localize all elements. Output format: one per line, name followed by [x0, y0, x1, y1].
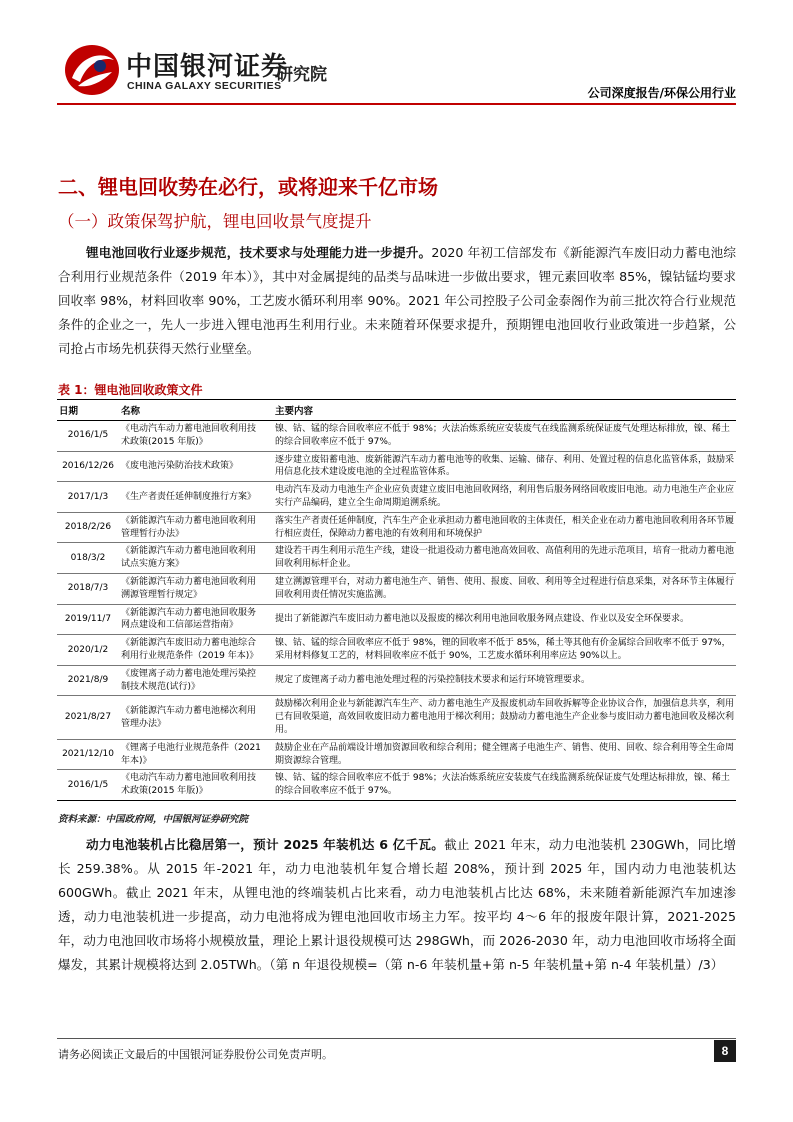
report-category: 公司深度报告/环保公用行业 [587, 86, 736, 100]
table-row [57, 770, 736, 801]
cell-date: 2021/8/27 [57, 696, 119, 739]
cell-name: 《锂离子电池行业规范条件（2021 年本)》 [119, 739, 265, 770]
cell-name: 《生产者责任延伸制度推行方案》 [119, 482, 265, 513]
cell-date: 2021/8/9 [57, 665, 119, 696]
cell-date: 2018/7/3 [57, 573, 119, 604]
cell-content: 规定了废锂离子动力蓄电池处理过程的污染控制技术要求和运行环境管理要求。 [273, 665, 736, 696]
cell-name: 《新能源汽车动力蓄电池回收利用溯源管理暂行规定》 [119, 573, 265, 604]
column-header-date: 日期 [57, 400, 119, 421]
cell-content: 鼓励梯次利用企业与新能源汽车生产、动力蓄电池生产及报废机动车回收拆解等企业协议合作，加强信息共享，利用已有回收渠道，高效回收废旧动力蓄电池用于梯次利用；鼓励动力蓄电池生产企业参与废旧动力蓄电池回收及梯次利用。 [273, 696, 736, 739]
footer-disclaimer: 请务必阅读正文最后的中国银河证券股份公司免责声明。 [58, 1048, 333, 1061]
cell-content: 鼓励企业在产品前端设计增加资源回收和综合利用；健全锂离子电池生产、销售、使用、回收、综合利用等全生命周期资源综合管理。 [273, 739, 736, 770]
paragraph-lead: 锂电池回收行业逐步规范，技术要求与处理能力进一步提升。 [86, 245, 432, 260]
table-row [57, 573, 736, 604]
subsection-heading: （一）政策保驾护航，锂电回收景气度提升 [58, 212, 372, 231]
column-header-name: 名称 [119, 400, 265, 421]
cell-name: 《电动汽车动力蓄电池回收利用技术政策(2015 年版)》 [119, 770, 265, 801]
table-row [57, 543, 736, 574]
policy-table [57, 399, 736, 801]
table-row [57, 512, 736, 543]
cell-date: 2016/1/5 [57, 770, 119, 801]
cell-content: 建设若干再生利用示范生产线，建设一批退役动力蓄电池高效回收、高值利用的先进示范项目，培育一批动力蓄电池回收利用标杆企业。 [273, 543, 736, 574]
cell-content: 镍、钴、锰的综合回收率应不低于 98%；火法冶炼系统应安装废气在线监测系统保证废气处理达标排放，镍、稀土的综合回收率应不低于 97%。 [273, 770, 736, 801]
galaxy-swoosh-logo-icon [62, 42, 122, 98]
table-row [57, 696, 736, 739]
cell-date: 2017/1/3 [57, 482, 119, 513]
paragraph-lead: 动力电池装机占比稳居第一，预计 2025 年装机达 6 亿千瓦。 [86, 837, 445, 852]
cell-date: 2016/1/5 [57, 421, 119, 452]
table-row [57, 421, 736, 452]
cell-content: 镍、钴、锰的综合回收率应不低于 98%；火法冶炼系统应安装废气在线监测系统保证废气处理达标排放，镍、稀土的综合回收率应不低于 97%。 [273, 421, 736, 452]
intro-paragraph [58, 241, 736, 361]
cell-content: 镍、钴、锰的综合回收率应不低于 98%，锂的回收率不低于 85%，稀土等其他有价金属综合回收率不低于 97%，采用材料修复工艺的，材料回收率应不低于 90%，工艺废水循环利用率应达 90%以上。 [273, 635, 736, 666]
table-row [57, 635, 736, 666]
battery-paragraph [58, 833, 736, 977]
header-divider [57, 103, 736, 105]
table-row [57, 739, 736, 770]
page-header [0, 0, 793, 110]
cell-date: 2018/2/26 [57, 512, 119, 543]
cell-date: 2021/12/10 [57, 739, 119, 770]
cell-content: 提出了新能源汽车废旧动力蓄电池以及报废的梯次利用电池回收服务网点建设、作业以及安全环保要求。 [273, 604, 736, 635]
cell-name: 《电动汽车动力蓄电池回收利用技术政策(2015 年版)》 [119, 421, 265, 452]
institute-label: 研究院 [276, 65, 327, 85]
cell-name: 《废锂离子动力蓄电池处理污染控制技术规范(试行)》 [119, 665, 265, 696]
table-header-row [57, 400, 736, 421]
cell-date: 2019/11/7 [57, 604, 119, 635]
cell-name: 《新能源汽车动力蓄电池梯次利用管理办法》 [119, 696, 265, 739]
cell-name: 《新能源汽车动力蓄电池回收服务网点建设和工信部运营指南》 [119, 604, 265, 635]
cell-name: 《新能源汽车动力蓄电池回收利用试点实施方案》 [119, 543, 265, 574]
section-heading: 二、锂电回收势在必行，或将迎来千亿市场 [58, 175, 438, 199]
table-row [57, 665, 736, 696]
table-row [57, 482, 736, 513]
cell-date: 018/3/2 [57, 543, 119, 574]
cell-name: 《新能源汽车动力蓄电池回收利用管理暂行办法》 [119, 512, 265, 543]
cell-name: 《新能源汽车废旧动力蓄电池综合利用行业规范条件（2019 年本)》 [119, 635, 265, 666]
table-title: 表 1：锂电池回收政策文件 [58, 383, 203, 397]
cell-content: 电动汽车及动力电池生产企业应负责建立废旧电池回收网络，利用售后服务网络回收废旧电池。动力电池生产企业应实行产品编码，建立全生命周期追溯系统。 [273, 482, 736, 513]
cell-name: 《废电池污染防治技术政策》 [119, 451, 265, 482]
table-source-note: 资料来源：中国政府网，中国银河证券研究院 [58, 814, 249, 825]
cell-content: 落实生产者责任延伸制度，汽车生产企业承担动力蓄电池回收的主体责任，相关企业在动力蓄电池回收利用各环节履行相应责任，保障动力蓄电池的有效利用和环境保护 [273, 512, 736, 543]
cell-content: 建立溯源管理平台，对动力蓄电池生产、销售、使用、报废、回收、利用等全过程进行信息采集，对各环节主体履行回收利用责任情况实施监测。 [273, 573, 736, 604]
footer-divider [57, 1038, 736, 1039]
page-number: 8 [714, 1040, 736, 1062]
table-row [57, 604, 736, 635]
table-row [57, 451, 736, 482]
paragraph-body: 2020 年初工信部发布《新能源汽车废旧动力蓄电池综合利用行业规范条件（2019 年本）》，其中对金属提纯的品类与品味进一步做出要求，锂元素回收率 85%，镍钴锰均要求回收率 98%，材料回收率 90%，工艺废水循环利用率 90%。2021 年公司控股子公司金泰阁作为前三批次符合行业规范条件的企业之一，先人一步进入锂电池再生利用行业。未来随着环保要求提升，预期锂电池回收行业政策进一步趋紧，公司抢占市场先机获得天然行业壁垒。 [58, 245, 736, 356]
cell-date: 2020/1/2 [57, 635, 119, 666]
cell-content: 逐步建立废铅蓄电池、废新能源汽车动力蓄电池等的收集、运输、储存、利用、处置过程的信息化监管体系，鼓励采用信息化技术建设废电池的全过程监管体系。 [273, 451, 736, 482]
cell-date: 2016/12/26 [57, 451, 119, 482]
brand-name-cn: 中国银河证券 [126, 52, 289, 82]
column-header-content: 主要内容 [273, 400, 736, 421]
brand-name-en: CHINA GALAXY SECURITIES [127, 80, 282, 92]
paragraph-body: 截止 2021 年末，动力电池装机 230GWh，同比增长 259.38%。从 2015 年-2021 年，动力电池装机年复合增长超 208%，预计到 2025 年，国内动力电池装机达 600GWh。截止 2021 年末，从锂电池的终端装机占比来看，动力电池装机占比达 68%，未来随着新能源汽车加速渗透，动力电池装机进一步提高，动力电池将成为锂电池回收市场主力军。按平均 4～6 年的报废年限计算，2021-2025 年，动力电池回收市场将小规模放量，理论上累计退役规模可达 298GWh，而 2026-2030 年，动力电池回收市场将全面爆发，其累计规模将达到 2.05TWh。（第 n 年退役规模=（第 n-6 年装机量+第 n-5 年装机量+第 n-4 年装机量）/3） [58, 837, 736, 972]
